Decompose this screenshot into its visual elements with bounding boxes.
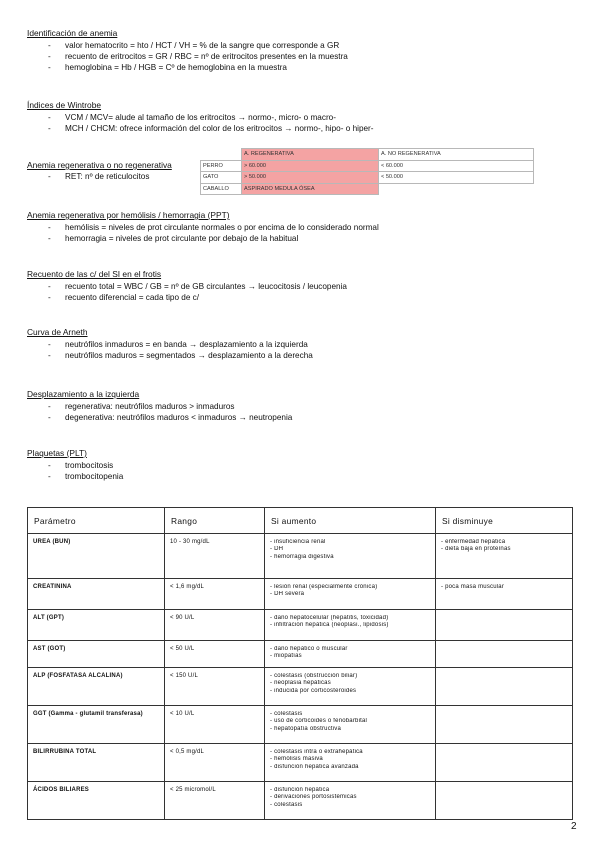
increase-line: - inducida por corticosteroides [270,687,357,694]
list-item: - hemorragia = niveles de prot circulante por debajo de la habitual [48,233,379,244]
table-row [201,172,534,184]
parameter-name-cell: BILIRRUBINA TOTAL [28,744,165,782]
increase-cell [265,641,436,668]
table-cell: > 50.000 [242,172,379,184]
table-cell: PERRO [201,160,242,172]
increase-line: - miopatías [270,653,302,660]
increase-line: - colestasis [270,801,303,808]
range-cell: 10 - 30 mg/dL [165,534,265,579]
table-row [28,610,573,641]
range-cell: < 10 U/L [165,706,265,744]
increase-line: - hepatopatía obstructiva [270,725,342,732]
increase-line: - uso de corticoides o fenobarbital [270,718,368,725]
range-cell: < 0,5 mg/dL [165,744,265,782]
range-cell: < 1,6 mg/dL [165,579,265,610]
increase-line: - DH severa [270,591,305,598]
heading-wintrobe: Índices de Wintrobe [27,100,102,110]
list-wintrobe [48,112,374,134]
table-cell: < 50.000 [379,172,534,184]
column-header-range: Rango [165,508,265,534]
table-row [28,782,573,820]
range-cell: < 90 U/L [165,610,265,641]
increase-line: - neoplasia hepáticas [270,680,331,687]
heading-anemia-id: Identificación de anemia [27,28,118,38]
table-header-row [28,508,573,534]
list-item: - hemoglobina = Hb / HGB = Cº de hemoglobina en la muestra [48,62,348,73]
column-header-increase: Si aumento [265,508,436,534]
decrease-cell [436,579,573,610]
parameter-name-cell: AST (GOT) [28,641,165,668]
list-item: - neutrófilos inmaduros = en banda → desplazamiento a la izquierda [48,339,313,350]
decrease-line: - poca masa muscular [441,584,505,590]
table-cell: GATO [201,172,242,184]
increase-line: - disfunción hepática [270,787,330,793]
decrease-cell [436,782,573,820]
list-item: - MCH / CHCM: ofrece información del color de los eritrocitos → normo-, hipo- o hiper- [48,123,374,134]
decrease-cell [436,744,573,782]
table-row [28,534,573,579]
decrease-cell [436,610,573,641]
list-platelets [48,460,123,482]
list-item: - neutrófilos maduros = segmentados → desplazamiento a la derecha [48,350,313,361]
table-row [28,668,573,706]
column-header-decrease: Si disminuye [436,508,573,534]
increase-line: - colestasis intra o extrahepática [270,749,363,755]
heading-hemolysis: Anemia regenerativa por hemólisis / hemorragia (PPT) [27,210,230,220]
table-row [28,641,573,668]
table-row [28,744,573,782]
heading-regenerative: Anemia regenerativa o no regenerativa [27,160,172,170]
decrease-cell [436,641,573,668]
increase-cell [265,782,436,820]
table-row [201,160,534,172]
list-wbc-count [48,281,347,303]
increase-line: - hemorragia digestiva [270,553,334,560]
list-item: - recuento de eritrocitos = GR / RBC = nº de eritrocitos presentes en la muestra [48,51,348,62]
increase-line: - colestasis [270,711,303,717]
increase-cell [265,706,436,744]
list-item: - VCM / MCV= alude al tamaño de los eritrocitos → normo-, micro- o macro- [48,112,374,123]
table-header-cell: A. NO REGENERATIVA [379,149,534,161]
page-number: 2 [571,821,577,832]
decrease-cell [436,534,573,579]
parameter-name-cell: ÁCIDOS BILIARES [28,782,165,820]
increase-cell [265,534,436,579]
table-cell: < 60.000 [379,160,534,172]
parameter-name-cell: ALT (GPT) [28,610,165,641]
list-arneth [48,339,313,361]
heading-wbc-count: Recuento de las c/ del SI en el frotis [27,269,162,279]
decrease-cell [436,706,573,744]
table-row [201,149,534,161]
list-item: - regenerativa: neutrófilos maduros > inmaduros [48,401,292,412]
decrease-line: - dieta baja en proteínas [441,546,511,553]
increase-line: - daño hepatocelular (hepatitis, toxicidad) [270,615,389,621]
table-header-cell: A. REGENERATIVA [242,149,379,161]
increase-line: - insuficiencia renal [270,539,326,545]
increase-line: - colestasis (obstrucción biliar) [270,673,358,679]
table-row [28,706,573,744]
table-row [28,579,573,610]
increase-line: - hemólisis masiva [270,756,323,763]
list-item: - recuento diferencial = cada tipo de c/ [48,292,347,303]
heading-left-shift: Desplazamiento a la izquierda [27,389,140,399]
list-item: - degenerativa: neutrófilos maduros < inmaduros → neutropenia [48,412,292,423]
range-cell: < 150 U/L [165,668,265,706]
heading-platelets: Plaquetas (PLT) [27,448,87,458]
increase-cell [265,744,436,782]
increase-line: - lesión renal (especialmente crónica) [270,584,378,590]
table-cell: ASPIRADO MEDULA ÓSEA [242,183,379,195]
range-cell: < 25 micromol/L [165,782,265,820]
table-row [201,183,534,195]
decrease-line: - enfermedad hepática [441,539,506,545]
parameter-table [27,507,573,820]
list-anemia-id [48,40,348,74]
parameter-name-cell: GGT (Gamma - glutamil transferasa) [28,706,165,744]
list-item: - trombocitosis [48,460,123,471]
increase-line: - disfunción hepática avanzada [270,763,359,770]
increase-line: - infiltración hepática (neoplasi., lipidosis) [270,622,389,629]
increase-cell [265,610,436,641]
increase-line: - DH [270,546,284,553]
increase-line: - derivaciones portosistémicas [270,794,357,801]
table-cell: > 60.000 [242,160,379,172]
increase-line: - daño hepático o muscular [270,646,348,652]
anemia-table [200,148,534,195]
column-header-parameter: Parámetro [28,508,165,534]
list-item: - trombocitopenia [48,471,123,482]
parameter-name-cell: UREA (BUN) [28,534,165,579]
table-cell: CABALLO [201,183,242,195]
parameter-name-cell: CREATININA [28,579,165,610]
increase-cell [265,668,436,706]
list-item: - RET: nº de reticulocitos [48,171,149,182]
list-regenerative [48,171,149,182]
table-cell [201,149,242,161]
decrease-cell [436,668,573,706]
list-item: - recuento total = WBC / GB = nº de GB circulantes → leucocitosis / leucopenia [48,281,347,292]
parameter-table-body [28,534,573,820]
list-hemolysis [48,222,379,244]
increase-cell [265,579,436,610]
table-cell [379,183,534,195]
list-item: - hemólisis = niveles de prot circulante normales o por encima de lo considerado normal [48,222,379,233]
parameter-name-cell: ALP (FOSFATASA ALCALINA) [28,668,165,706]
heading-arneth: Curva de Arneth [27,327,88,337]
range-cell: < 50 U/L [165,641,265,668]
list-item: - valor hematocrito = hto / HCT / VH = % de la sangre que corresponde a GR [48,40,348,51]
list-left-shift [48,401,292,423]
